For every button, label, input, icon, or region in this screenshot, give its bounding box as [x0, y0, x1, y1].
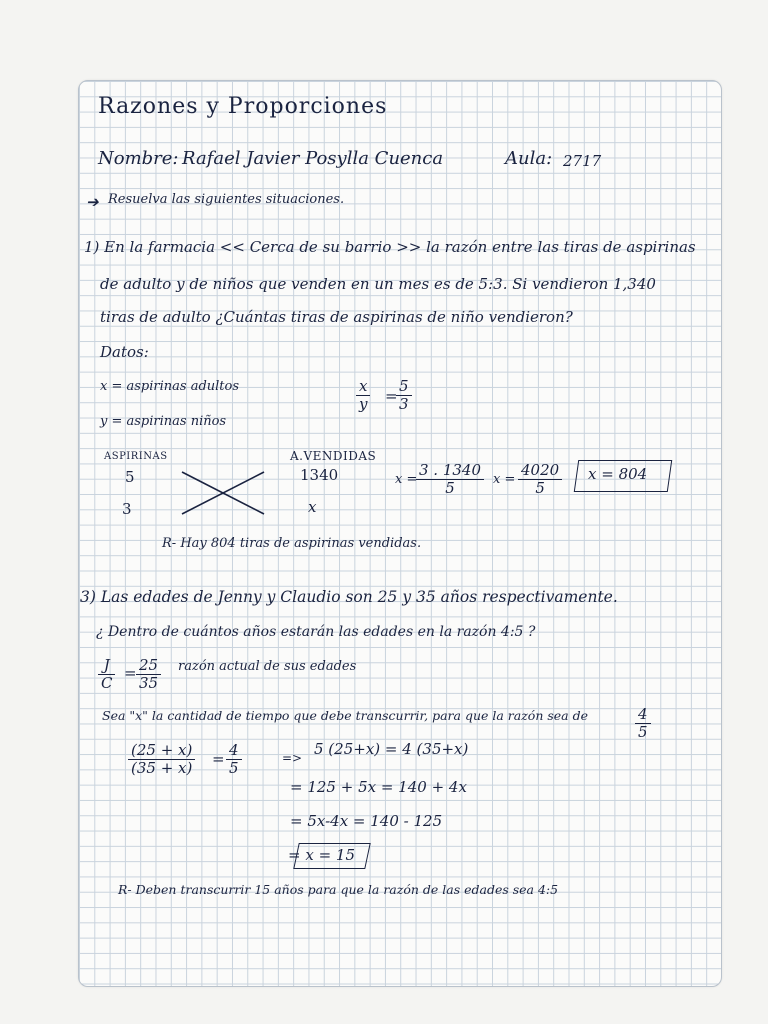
- cross-multiplication-icon: [178, 468, 268, 518]
- calc1-prefix: x =: [395, 472, 418, 487]
- problem1-line3: tiras de adulto ¿Cuántas tiras de aspirinas de niño vendieron?: [100, 308, 573, 326]
- calc2-fraction: [518, 462, 562, 497]
- col1-value-5: 5: [125, 468, 135, 486]
- equals-sign: =: [212, 750, 225, 768]
- ratio-53-fraction: [396, 378, 412, 413]
- col-header-vendidas: A.VENDIDAS: [290, 449, 377, 463]
- ratio-jc-fraction: [98, 657, 115, 692]
- equals-sign: =: [385, 387, 398, 405]
- aula-value: 2717: [563, 152, 602, 170]
- ratio-25: 25: [136, 657, 161, 675]
- name-label: Nombre:: [98, 148, 179, 169]
- ratio-2535-fraction: [136, 657, 161, 692]
- name-value: Rafael Javier Posylla Cuenca: [182, 148, 444, 169]
- equation-ratio-num: 4: [226, 742, 242, 760]
- ratio-y: y: [359, 395, 368, 413]
- notebook-page: [78, 80, 722, 987]
- col-header-aspirinas: ASPIRINAS: [104, 451, 168, 462]
- equation-ratio-den: 5: [229, 759, 239, 777]
- calc2-prefix: x =: [493, 472, 516, 487]
- calc1-denominator: 5: [445, 479, 455, 497]
- ratio-x: x: [356, 378, 370, 396]
- ratio-note: razón actual de sus edades: [178, 659, 357, 674]
- equals-sign: =: [124, 664, 137, 682]
- problem1-line1: 1) En la farmacia << Cerca de su barrio >> la razón entre las tiras de aspirinas: [84, 238, 696, 256]
- sea-num: 4: [635, 706, 651, 724]
- arrow-bullet-icon: ➔: [86, 193, 99, 211]
- result-value: x = 804: [588, 465, 648, 483]
- step4: = x = 15: [288, 846, 355, 864]
- equation-denominator: (35 + x): [131, 759, 193, 777]
- ratio-xy-fraction: [356, 378, 370, 413]
- sea-line: Sea "x" la cantidad de tiempo que debe transcurrir, para que la razón sea de: [102, 708, 588, 723]
- implies-arrow: =>: [282, 751, 303, 765]
- ratio-3: 3: [399, 395, 409, 413]
- ratio-c: C: [101, 674, 113, 692]
- instruction: Resuelva las siguientes situaciones.: [108, 192, 345, 207]
- datos-label: Datos:: [100, 343, 149, 361]
- equation-numerator: (25 + x): [128, 742, 195, 760]
- equation-ratio-fraction: [226, 742, 242, 777]
- problem3-line2: ¿ Dentro de cuántos años estarán las edades en la razón 4:5 ?: [96, 624, 536, 640]
- ratio-35: 35: [139, 674, 159, 692]
- def-x: x = aspirinas adultos: [100, 379, 240, 394]
- calc1-numerator: 3 . 1340: [416, 462, 484, 480]
- col1-value-3: 3: [122, 500, 132, 518]
- problem3-line1: 3) Las edades de Jenny y Claudio son 25 y 35 años respectivamente.: [80, 588, 618, 606]
- step3: = 5x-4x = 140 - 125: [290, 812, 443, 830]
- col2-value-x: x: [308, 498, 317, 516]
- calc2-denominator: 5: [535, 479, 545, 497]
- page-title: Razones y Proporciones: [98, 94, 388, 119]
- step2: = 125 + 5x = 140 + 4x: [290, 778, 467, 796]
- equation-fraction: [128, 742, 195, 777]
- ratio-j: J: [98, 657, 115, 675]
- calc1-fraction: [416, 462, 484, 497]
- calc2-numerator: 4020: [518, 462, 562, 480]
- problem1-line2: de adulto y de niños que venden en un mes es de 5:3. Si vendieron 1,340: [100, 275, 656, 293]
- sea-den: 5: [638, 723, 648, 741]
- step1: 5 (25+x) = 4 (35+x): [314, 740, 469, 758]
- ratio-5: 5: [396, 378, 412, 396]
- problem1-answer: R- Hay 804 tiras de aspirinas vendidas.: [162, 536, 422, 551]
- def-y: y = aspirinas niños: [100, 414, 227, 429]
- aula-label: Aula:: [505, 148, 553, 169]
- col2-value-1340: 1340: [300, 466, 339, 484]
- problem3-answer: R- Deben transcurrir 15 años para que la razón de las edades sea 4:5: [118, 882, 559, 897]
- sea-fraction: [635, 706, 651, 741]
